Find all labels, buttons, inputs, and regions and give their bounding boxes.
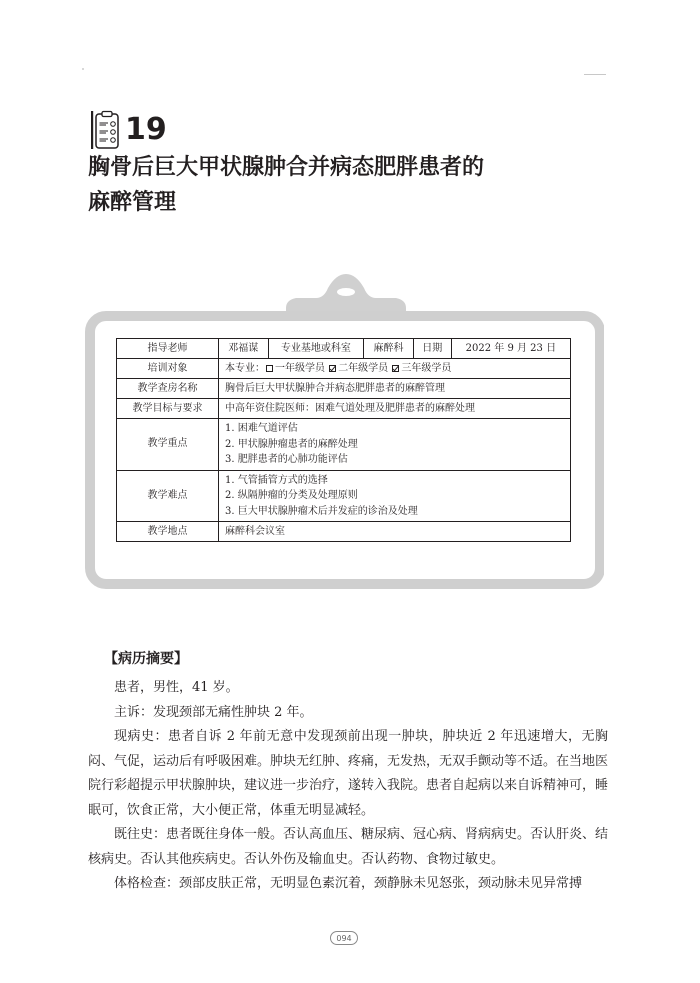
table-row [117,522,571,542]
key-points-list [219,419,571,471]
list-item: 3. 肥胖患者的心肺功能评估 [225,454,348,465]
trainees-value [219,359,571,379]
title-line-2: 麻醉管理 [88,190,177,215]
teaching-info-table [116,338,571,542]
table-row [117,339,571,359]
table-row [117,419,571,471]
list-item: 1. 困难气道评估 [225,423,298,434]
case-summary [88,676,608,897]
header-rule [584,74,606,75]
key-points-label: 教学重点 [117,419,219,471]
option-year-3: 三年级学员 [401,362,452,374]
title-line-1: 胸骨后巨大甲状腺肿合并病态肥胖患者的 [88,155,485,180]
list-item: 1. 气管插管方式的选择 [225,474,328,486]
list-item: 2. 纵隔肿瘤的分类及处理原则 [225,490,358,501]
table-row [117,399,571,419]
clipboard-icon [88,110,120,150]
corner-mark [82,68,84,70]
dept-value: 麻醉科 [364,339,414,359]
trainees-prefix: 本专业： [225,362,265,374]
checkbox-year-1 [266,365,273,372]
list-item: 2. 甲状腺肿瘤患者的麻醉处理 [225,438,358,450]
location-label: 教学地点 [117,522,219,542]
room-name-label: 教学查房名称 [117,379,219,399]
advisor-value: 邓福谋 [219,339,269,359]
paragraph-complaint: 主诉：发现颈部无痛性肿块 2 年。 [114,704,313,720]
case-number: 19 [125,112,167,147]
checkbox-year-3 [392,365,399,372]
goals-value: 中高年资住院医师：困难气道处理及肥胖患者的麻醉处理 [219,399,571,419]
list-item: 3. 巨大甲状腺肿瘤术后并发症的诊治及处理 [225,505,418,517]
dept-label: 专业基地或科室 [268,339,364,359]
paragraph-present-illness: 现病史：患者自诉 2 年前无意中发现颈前出现一肿块，肿块近 2 年迅速增大，无胸闷、气促，运动后有呼吸困难。肿块无红肿、疼痛，无发热，无双手颤动等不适。在当地医院行彩超提示甲状腺肿块，建议进一步治疗，遂转入我院。患者自起病以来自诉精神可，睡眠可，饮食正常，大小便正常，体重无明显减轻。 [88,729,609,818]
date-value: 2022 年 9 月 23 日 [451,339,570,359]
page-title [88,150,568,220]
section-heading: 【病历摘要】 [104,651,188,667]
table-row [117,470,571,522]
difficulties-list [219,470,571,522]
table-row [117,379,571,399]
paragraph-physical-exam: 体格检查：颈部皮肤正常，无明显色素沉着，颈静脉未见怒张，颈动脉未见异常搏 [114,876,583,891]
case-header [88,110,167,150]
checkbox-year-2 [329,365,336,372]
room-name-value: 胸骨后巨大甲状腺肿合并病态肥胖患者的麻醉管理 [219,379,571,399]
location-value: 麻醉科会议室 [219,522,571,542]
advisor-label: 指导老师 [117,339,219,359]
trainees-label: 培训对象 [117,359,219,379]
date-label: 日期 [413,339,451,359]
option-year-1: 一年级学员 [275,362,325,374]
option-year-2: 二年级学员 [338,362,389,374]
paragraph-past-history: 既往史：患者既往身体一般。否认高血压、糖尿病、冠心病、肾病病史。否认肝炎、结核病史。否认其他疾病史。否认外伤及输血史。否认药物、食物过敏史。 [88,827,609,867]
paragraph-patient: 患者，男性，41 岁。 [114,680,239,695]
page-number: 094 [330,931,358,945]
goals-label: 教学目标与要求 [117,399,219,419]
table-row [117,359,571,379]
difficulties-label: 教学难点 [117,470,219,522]
